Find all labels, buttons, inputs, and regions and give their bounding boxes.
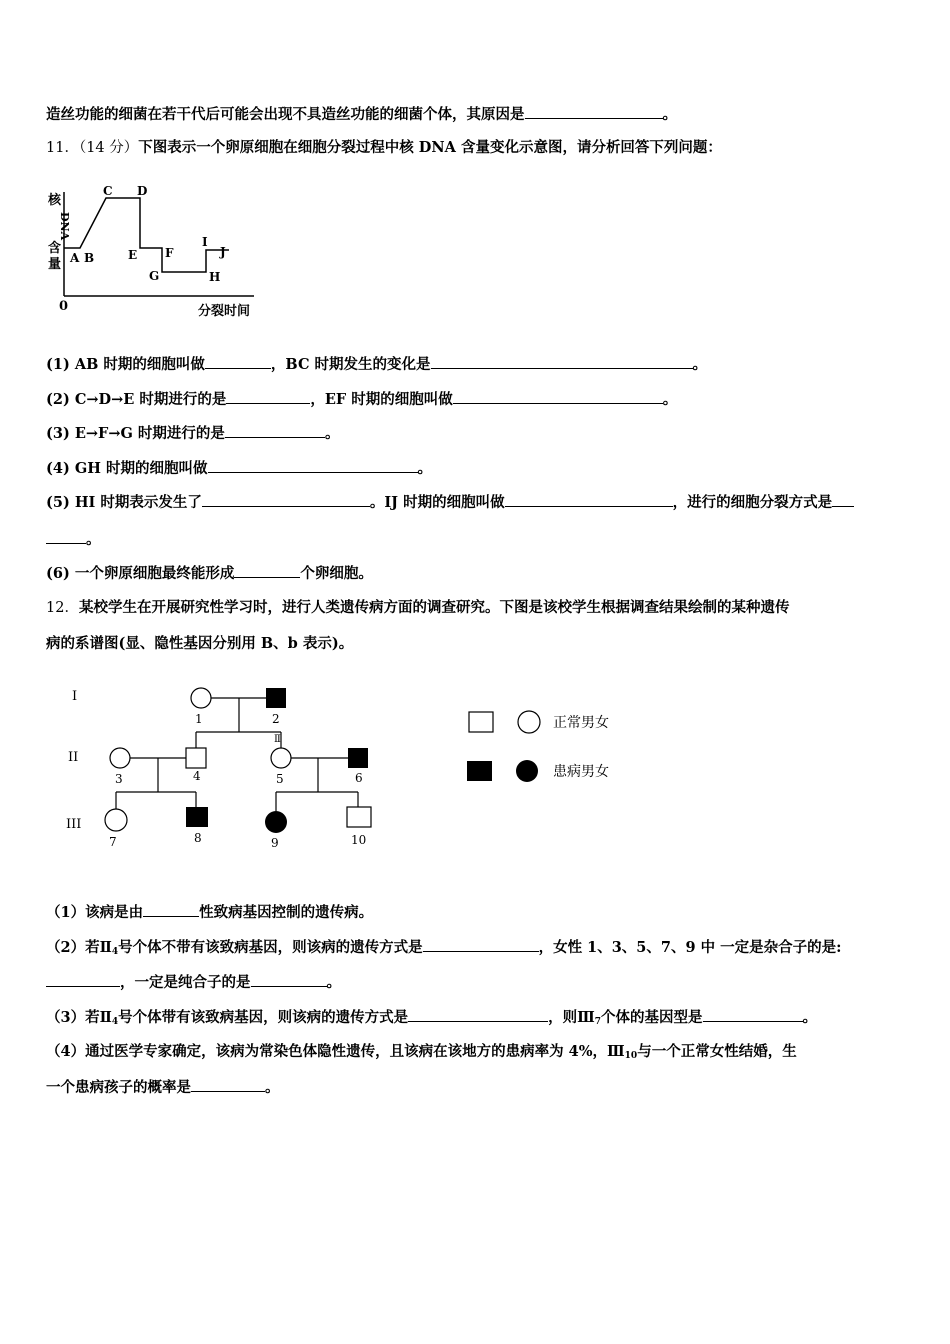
- q11-item-2: (2) C→D→E 时期进行的是 ，EF 时期的细胞叫做 。: [46, 391, 678, 408]
- y-label-char: DNA: [58, 212, 71, 241]
- pedigree-figure: [60, 680, 640, 855]
- point-label: B: [84, 251, 95, 265]
- individual-10-normal-male: [347, 807, 371, 827]
- generation-label: I: [72, 689, 78, 704]
- q12-stem-cont: 病的系谱图(显、隐性基因分别用 B、b 表示)。: [46, 635, 354, 652]
- answer-blank[interactable]: [234, 563, 300, 578]
- point-label: H: [209, 270, 221, 284]
- answer-blank[interactable]: [832, 492, 854, 507]
- q12-item-3: （3）若$Ⅱ_4$号个体带有该致病基因，则该病的遗传方式是 ，则$Ⅲ_7$个体的基因型是 。: [46, 1009, 818, 1027]
- origin-label: 0: [59, 299, 69, 314]
- answer-blank[interactable]: [202, 492, 370, 507]
- svg-text:4: 4: [193, 769, 201, 783]
- individual-8-affected-male: [186, 807, 208, 827]
- answer-blank[interactable]: [208, 458, 418, 473]
- individual-4-normal-male: [186, 748, 206, 768]
- dna-content-figure: [44, 182, 274, 322]
- q12-item-4-cont: 一个患病孩子的概率是 。: [46, 1079, 280, 1096]
- generation-label: III: [66, 817, 82, 832]
- answer-blank[interactable]: [453, 389, 663, 404]
- answer-blank[interactable]: [431, 354, 693, 369]
- q11-item-5-cont: 。: [46, 529, 101, 550]
- q12-item-2: （2）若$Ⅱ_4$号个体不带有该致病基因，则该病的遗传方式是 ，女性 1、3、5、7、9 中 一定是杂合子的是:: [46, 939, 842, 957]
- answer-blank[interactable]: [205, 354, 271, 369]
- point-label: F: [165, 246, 174, 260]
- legend-affected-male: [467, 761, 492, 781]
- individual-1-normal-female: [191, 688, 211, 708]
- y-label-char: 含: [48, 241, 62, 256]
- y-label-char: 核: [48, 193, 62, 208]
- answer-blank[interactable]: [226, 389, 310, 404]
- svg-text:7: 7: [109, 835, 117, 849]
- q11-item-1: (1) AB 时期的细胞叫做 ，BC 时期发生的变化是 。: [46, 356, 708, 373]
- svg-text:9: 9: [271, 836, 279, 850]
- answer-blank[interactable]: [423, 937, 539, 952]
- q11-item-3: (3) E→F→G 时期进行的是 。: [46, 425, 340, 442]
- point-label: A: [70, 251, 80, 265]
- answer-blank[interactable]: [225, 423, 325, 438]
- individual-2-affected-male: [266, 688, 286, 708]
- q12-item-1: （1）该病是由 性致病基因控制的遗传病。: [46, 904, 374, 921]
- answer-blank[interactable]: [525, 104, 663, 119]
- svg-text:2: 2: [272, 712, 280, 726]
- legend-normal-male: [469, 712, 493, 732]
- individual-7-normal-female: [105, 809, 127, 831]
- legend-normal-label: 正常男女: [553, 715, 609, 731]
- answer-blank[interactable]: [251, 972, 327, 987]
- point-label: G: [149, 269, 160, 283]
- individual-3-normal-female: [110, 748, 130, 768]
- answer-blank[interactable]: [46, 529, 86, 544]
- point-label: D: [137, 184, 148, 198]
- generation-label: II: [68, 750, 79, 765]
- legend-normal-female: [518, 711, 540, 733]
- answer-blank[interactable]: [408, 1007, 548, 1022]
- legend-affected-label: 患病男女: [553, 764, 609, 780]
- q12-stem: 12．某校学生在开展研究性学习时，进行人类遗传病方面的调查研究。下图是该校学生根据调查结果绘制的某种遗传: [46, 599, 790, 616]
- y-label-char: 量: [48, 257, 62, 272]
- point-label: E: [128, 248, 138, 262]
- q11-item-4: (4) GH 时期的细胞叫做 。: [46, 460, 432, 477]
- svg-text:3: 3: [115, 772, 123, 786]
- svg-text:1: 1: [195, 712, 203, 726]
- svg-text:10: 10: [351, 833, 367, 847]
- individual-5-normal-female: [271, 748, 291, 768]
- point-label: C: [103, 184, 113, 198]
- intro-line: 造丝功能的细菌在若干代后可能会出现不具造丝功能的细菌个体，其原因是 。: [46, 106, 677, 123]
- mark-above-5: Ⅱ: [274, 734, 281, 745]
- legend-affected-female: [516, 760, 538, 782]
- q11-item-5: (5) HI 时期表示发生了 。IJ 时期的细胞叫做 ，进行的细胞分裂方式是: [46, 492, 854, 513]
- answer-blank[interactable]: [143, 902, 199, 917]
- q12-item-4: （4）通过医学专家确定，该病为常染色体隐性遗传，且该病在该地方的患病率为 4%，$Ⅲ_{10}$与一个正常女性结婚，生: [46, 1043, 797, 1061]
- point-label: J: [220, 245, 226, 259]
- q11-stem: 11．（14 分）下图表示一个卵原细胞在细胞分裂过程中核 DNA 含量变化示意图，请分析回答下列问题：: [46, 139, 722, 156]
- svg-text:5: 5: [276, 772, 284, 786]
- individual-9-affected-female: [265, 811, 287, 833]
- q12-item-2-cont: ，一定是纯合子的是 。: [46, 972, 341, 993]
- svg-text:8: 8: [194, 831, 202, 845]
- answer-blank[interactable]: [505, 492, 673, 507]
- x-label: 分裂时间: [198, 304, 251, 319]
- answer-blank[interactable]: [703, 1007, 803, 1022]
- point-label: I: [202, 235, 208, 249]
- answer-blank[interactable]: [46, 972, 120, 987]
- q11-item-6: (6) 一个卵原细胞最终能形成 个卵细胞。: [46, 565, 373, 582]
- svg-text:6: 6: [355, 771, 363, 785]
- individual-6-affected-male: [348, 748, 368, 768]
- answer-blank[interactable]: [191, 1077, 265, 1092]
